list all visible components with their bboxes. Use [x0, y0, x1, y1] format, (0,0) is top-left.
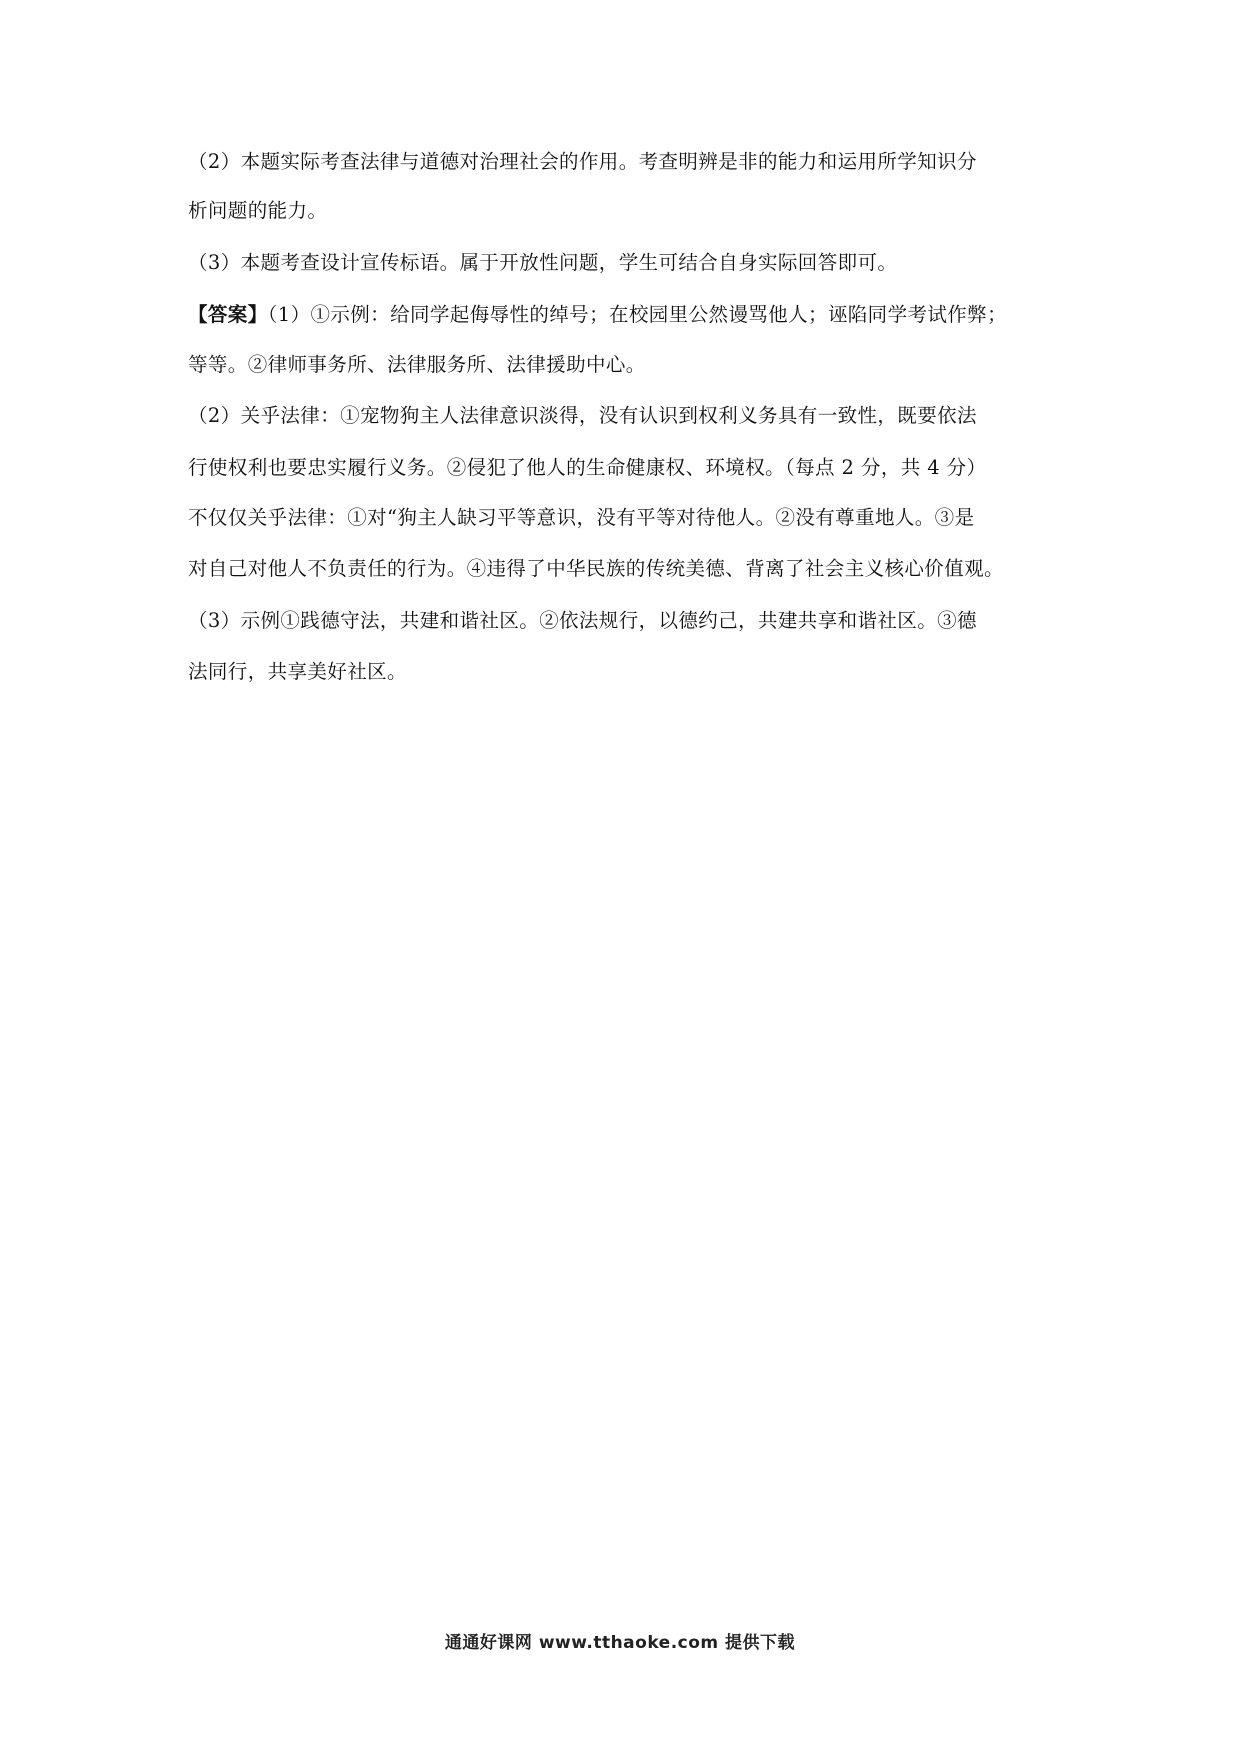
text-line: 法同行，共享美好社区。 [188, 660, 407, 683]
page-footer: 通通好课网 www.tthaoke.com 提供下载 [444, 1633, 796, 1653]
text-line: （3）本题考查设计宣传标语。属于开放性问题，学生可结合自身实际回答即可。 [188, 251, 898, 274]
text-line: 不仅仅关乎法律：①对“狗主人缺习平等意识，没有平等对待他人。②没有尊重地人。③是 [188, 506, 975, 529]
text-line: （2）本题实际考查法律与道德对治理社会的作用。考查明辨是非的能力和运用所学知识分 [188, 150, 977, 173]
text-line: （3）示例①践德守法，共建和谐社区。②依法规行，以德约己，共建共享和谐社区。③德 [188, 609, 977, 632]
text-line: 对自己对他人不负责任的行为。④违得了中华民族的传统美德、背离了社会主义核心价值观。 [188, 557, 1004, 580]
text-line: （2）关乎法律：①宠物狗主人法律意识淡得，没有认识到权利义务具有一致性，既要依法 [188, 404, 977, 427]
text-line: 析问题的能力。 [188, 199, 328, 222]
text-line: 等等。②律师事务所、法律服务所、法律援助中心。 [188, 353, 646, 376]
answer-tag: 【答案】 [188, 303, 268, 326]
answer-line: 【答案】（1）①示例：给同学起侮辱性的绰号；在校园里公然谩骂他人；诬陷同学考试作弊； [188, 303, 1007, 326]
text-line: 行使权利也要忠实履行义务。②侵犯了他人的生命健康权、环境权。（每点 2 分，共 4 分） [188, 456, 987, 479]
